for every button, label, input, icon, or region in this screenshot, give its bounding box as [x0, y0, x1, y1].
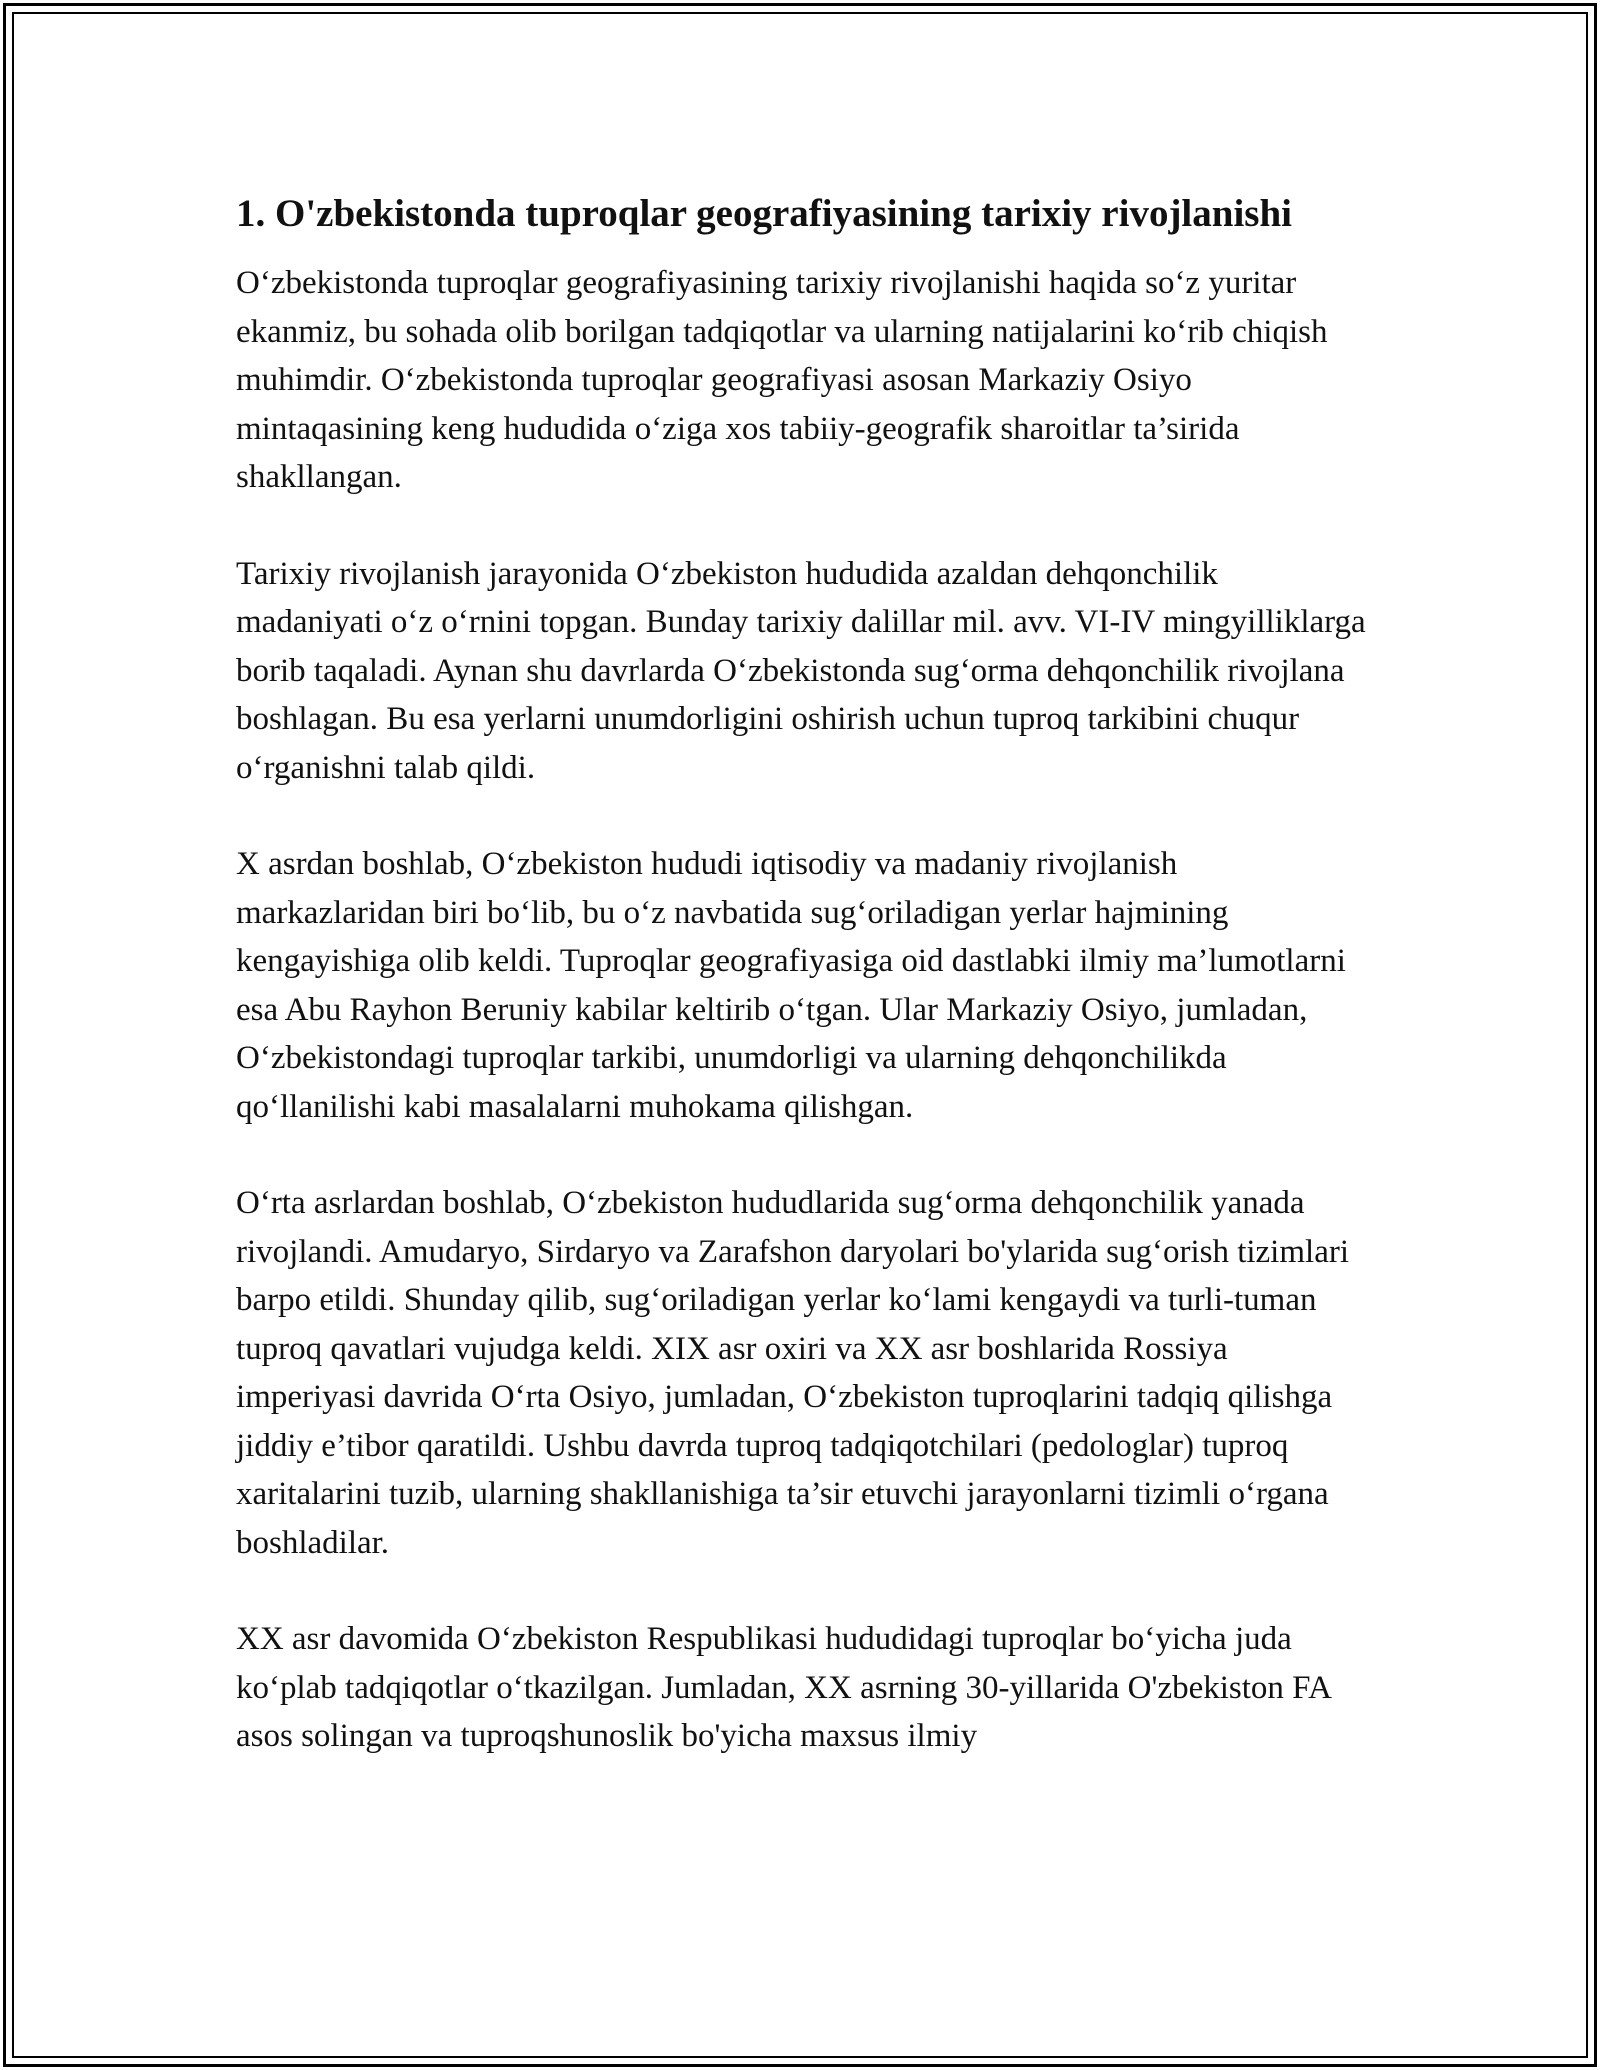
- paragraph-1: O‘zbekistonda tuproqlar geografiyasining tarixiy rivojlanishi haqida so‘z yuritar ekanmiz, bu sohada olib borilgan tadqiqotlar va ularning natijalarini ko‘rib chiqish muhimdir. O‘zbekistonda tuproqlar geografiyasi asosan Markaziy Osiyo mintaqasining keng hududida o‘ziga xos tabiiy-geografik sharoitlar ta’sirida shakllangan.: [236, 265, 1328, 495]
- paragraph-5: XX asr davomida O‘zbekiston Respublikasi hududidagi tuproqlar bo‘yicha juda ko‘plab tadqiqotlar o‘tkazilgan. Jumladan, XX asrning 30-yillarida O'zbekiston FA asos solingan va tuproqshunoslik bo'yicha maxsus ilmiy: [236, 1621, 1331, 1754]
- section-heading: 1. O'zbekistonda tuproqlar geografiyasining tarixiy rivojlanishi: [236, 192, 1292, 235]
- paragraph-4: O‘rta asrlardan boshlab, O‘zbekiston hududlarida sug‘orma dehqonchilik yanada rivojlandi. Amudaryo, Sirdaryo va Zarafshon daryolari bo'ylarida sug‘orish tizimlari barpo etildi. Shunday qilib, sug‘oriladigan yerlar ko‘lami kengaydi va turli-tuman tuproq qavatlari vujudga keldi. XIX asr oxiri va XX asr boshlarida Rossiya imperiyasi davrida O‘rta Osiyo, jumladan, O‘zbekiston tuproqlarini tadqiq qilishga jiddiy e’tibor qaratildi. Ushbu davrda tuproq tadqiqotchilari (pedologlar) tuproq xaritalarini tuzib, ularning shakllanishiga ta’sir etuvchi jarayonlarni tizimli o‘rgana boshladilar.: [236, 1185, 1349, 1561]
- document-body: [236, 186, 1366, 1809]
- paragraph-3: X asrdan boshlab, O‘zbekiston hududi iqtisodiy va madaniy rivojlanish markazlaridan biri bo‘lib, bu o‘z navbatida sug‘oriladigan yerlar hajmining kengayishiga olib keldi. Tuproqlar geografiyasiga oid dastlabki ilmiy ma’lumotlarni esa Abu Rayhon Beruniy kabilar keltirib o‘tgan. Ular Markaziy Osiyo, jumladan, O‘zbekistondagi tuproqlar tarkibi, unumdorligi va ularning dehqonchilikda qo‘llanilishi kabi masalalarni muhokama qilishgan.: [236, 846, 1346, 1125]
- paragraph-2: Tarixiy rivojlanish jarayonida O‘zbekiston hududida azaldan dehqonchilik madaniyati o‘z o‘rnini topgan. Bunday tarixiy dalillar mil. avv. VI-IV mingyilliklarga borib taqaladi. Aynan shu davrlarda O‘zbekistonda sug‘orma dehqonchilik rivojlana boshlagan. Bu esa yerlarni unumdorligini oshirish uchun tuproq tarkibini chuqur o‘rganishni talab qildi.: [236, 555, 1366, 786]
